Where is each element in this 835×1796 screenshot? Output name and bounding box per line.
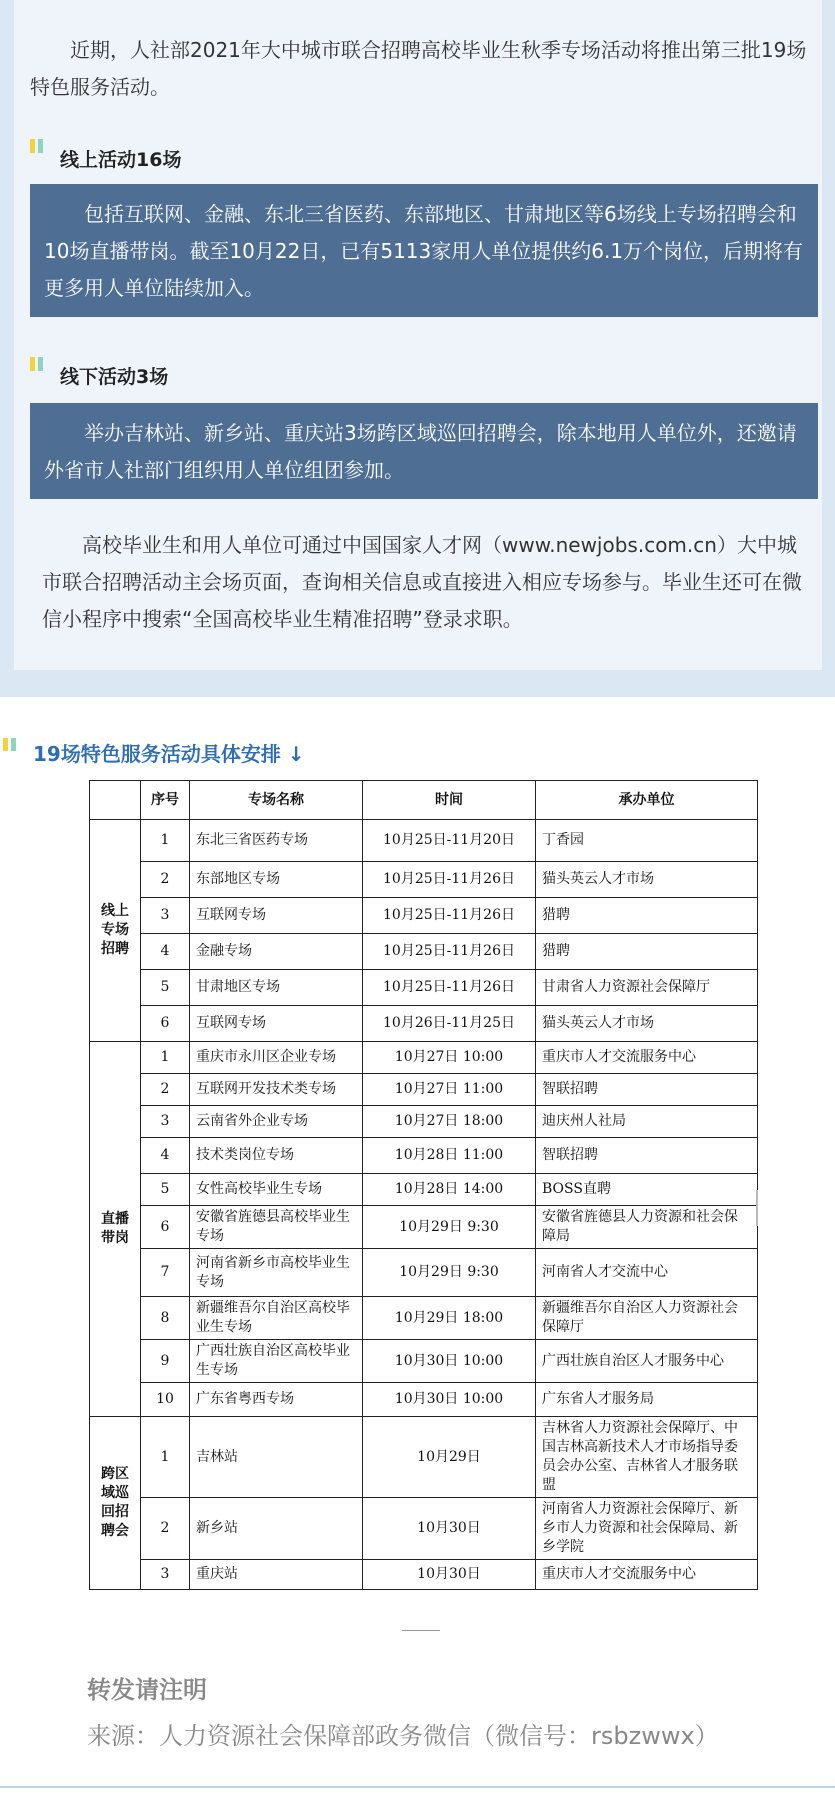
name-cell: 互联网专场 (190, 1006, 363, 1042)
time-cell: 10月25日-11月26日 (363, 862, 536, 898)
time-cell: 10月25日-11月26日 (363, 970, 536, 1006)
schedule-title: 19场特色服务活动具体安排 ↓ (33, 742, 305, 766)
number-cell: 9 (141, 1340, 190, 1383)
table-row (90, 934, 758, 970)
time-cell: 10月29日 18:00 (363, 1297, 536, 1340)
table-row (90, 1417, 758, 1498)
table-row (90, 1138, 758, 1174)
org-cell: 吉林省人力资源社会保障厅、中国吉林高新技术人才市场指导委员会办公室、吉林省人才服务联盟 (536, 1417, 758, 1498)
table-row (90, 1383, 758, 1417)
time-cell: 10月30日 10:00 (363, 1340, 536, 1383)
heading-marker-icon (30, 357, 43, 371)
org-cell: 猎聘 (536, 898, 758, 934)
name-cell: 广西壮族自治区高校毕业生专场 (190, 1340, 363, 1383)
time-cell: 10月29日 9:30 (363, 1249, 536, 1297)
divider (402, 1630, 440, 1631)
number-cell: 8 (141, 1297, 190, 1340)
time-cell: 10月30日 (363, 1498, 536, 1560)
category-cell: 直播带岗 (90, 1042, 141, 1417)
org-cell: 猎聘 (536, 934, 758, 970)
table-row (90, 1297, 758, 1340)
number-cell: 6 (141, 1206, 190, 1249)
category-cell: 跨区域巡回招聘会 (90, 1417, 141, 1590)
number-cell: 1 (141, 820, 190, 862)
org-cell: 河南省人力资源社会保障厅、新乡市人力资源和社会保障局、新乡学院 (536, 1498, 758, 1560)
time-cell: 10月28日 11:00 (363, 1138, 536, 1174)
table-row (90, 1249, 758, 1297)
name-cell: 东北三省医药专场 (190, 820, 363, 862)
table-row (90, 862, 758, 898)
header-category (90, 781, 141, 820)
table-row (90, 1042, 758, 1074)
org-cell: 猫头英云人才市场 (536, 862, 758, 898)
table-row (90, 820, 758, 862)
heading-marker-icon (30, 139, 43, 153)
name-cell: 河南省新乡市高校毕业生专场 (190, 1249, 363, 1297)
table-row (90, 1560, 758, 1590)
time-cell: 10月27日 10:00 (363, 1042, 536, 1074)
name-cell: 吉林站 (190, 1417, 363, 1498)
number-cell: 3 (141, 1106, 190, 1138)
online-description: 包括互联网、金融、东北三省医药、东部地区、甘肃地区等6场线上专场招聘会和10场直播带岗。截至10月22日，已有5113家用人单位提供约6.1万个岗位，后期将有更多用人单位陆续加入。 (44, 202, 804, 300)
intro-paragraph: 近期，人社部2021年大中城市联合招聘高校毕业生秋季专场活动将推出第三批19场特色服务活动。 (30, 38, 807, 99)
name-cell: 金融专场 (190, 934, 363, 970)
name-cell: 新乡站 (190, 1498, 363, 1560)
table-row (90, 1006, 758, 1042)
notice-title: 转发请注明 (87, 1676, 207, 1704)
time-cell: 10月26日-11月25日 (363, 1006, 536, 1042)
time-cell: 10月27日 18:00 (363, 1106, 536, 1138)
offline-description-box (30, 403, 818, 499)
name-cell: 东部地区专场 (190, 862, 363, 898)
schedule-table (89, 780, 758, 1590)
table-row (90, 1106, 758, 1138)
table-row (90, 1498, 758, 1560)
org-cell: 新疆维吾尔自治区人力资源社会保障厅 (536, 1297, 758, 1340)
divider (756, 1190, 758, 1226)
name-cell: 广东省粤西专场 (190, 1383, 363, 1417)
number-cell: 5 (141, 970, 190, 1006)
org-cell: 河南省人才交流中心 (536, 1249, 758, 1297)
number-cell: 2 (141, 1498, 190, 1560)
name-cell: 云南省外企业专场 (190, 1106, 363, 1138)
name-cell: 技术类岗位专场 (190, 1138, 363, 1174)
time-cell: 10月25日-11月20日 (363, 820, 536, 862)
name-cell: 新疆维吾尔自治区高校毕业生专场 (190, 1297, 363, 1340)
number-cell: 10 (141, 1383, 190, 1417)
org-cell: 安徽省旌德县人力资源和社会保障局 (536, 1206, 758, 1249)
table-row (90, 1206, 758, 1249)
table-row (90, 1340, 758, 1383)
number-cell: 1 (141, 1417, 190, 1498)
online-heading: 线上活动16场 (60, 149, 182, 171)
time-cell: 10月29日 9:30 (363, 1206, 536, 1249)
offline-heading: 线下活动3场 (60, 366, 169, 388)
number-cell: 1 (141, 1042, 190, 1074)
number-cell: 7 (141, 1249, 190, 1297)
category-cell: 线上专场招聘 (90, 820, 141, 1042)
number-cell: 5 (141, 1174, 190, 1206)
header-cell: 时间 (363, 781, 536, 820)
org-cell: BOSS直聘 (536, 1174, 758, 1206)
org-cell: 广东省人才服务局 (536, 1383, 758, 1417)
name-cell: 互联网开发技术类专场 (190, 1074, 363, 1106)
name-cell: 重庆站 (190, 1560, 363, 1590)
table-header-row (90, 781, 758, 820)
name-cell: 甘肃地区专场 (190, 970, 363, 1006)
name-cell: 女性高校毕业生专场 (190, 1174, 363, 1206)
number-cell: 4 (141, 1138, 190, 1174)
table-row (90, 898, 758, 934)
table-row (90, 1074, 758, 1106)
section-marker-icon (3, 738, 16, 751)
org-cell: 智联招聘 (536, 1074, 758, 1106)
header-cell: 序号 (141, 781, 190, 820)
org-cell: 丁香园 (536, 820, 758, 862)
name-cell: 安徽省旌德县高校毕业生专场 (190, 1206, 363, 1249)
name-cell: 重庆市永川区企业专场 (190, 1042, 363, 1074)
time-cell: 10月30日 10:00 (363, 1383, 536, 1417)
bottom-divider (0, 1786, 835, 1788)
time-cell: 10月27日 11:00 (363, 1074, 536, 1106)
notice-source: 来源：人力资源社会保障部政务微信（微信号：rsbzwwx） (87, 1722, 719, 1750)
time-cell: 10月28日 14:00 (363, 1174, 536, 1206)
org-cell: 猫头英云人才市场 (536, 1006, 758, 1042)
time-cell: 10月25日-11月26日 (363, 934, 536, 970)
org-cell: 重庆市人才交流服务中心 (536, 1560, 758, 1590)
time-cell: 10月30日 (363, 1560, 536, 1590)
time-cell: 10月29日 (363, 1417, 536, 1498)
name-cell: 互联网专场 (190, 898, 363, 934)
header-cell: 承办单位 (536, 781, 758, 820)
org-cell: 智联招聘 (536, 1138, 758, 1174)
number-cell: 4 (141, 934, 190, 970)
number-cell: 3 (141, 1560, 190, 1590)
number-cell: 2 (141, 1074, 190, 1106)
org-cell: 广西壮族自治区人才服务中心 (536, 1340, 758, 1383)
table-row (90, 970, 758, 1006)
org-cell: 重庆市人才交流服务中心 (536, 1042, 758, 1074)
number-cell: 3 (141, 898, 190, 934)
number-cell: 6 (141, 1006, 190, 1042)
time-cell: 10月25日-11月26日 (363, 898, 536, 934)
header-cell: 专场名称 (190, 781, 363, 820)
table-row (90, 1174, 758, 1206)
online-description-box (30, 184, 818, 317)
number-cell: 2 (141, 862, 190, 898)
org-cell: 迪庆州人社局 (536, 1106, 758, 1138)
closing-paragraph: 高校毕业生和用人单位可通过中国国家人才网（www.newjobs.com.cn）大中城市联合招聘活动主会场页面，查询相关信息或直接进入相应专场参与。毕业生还可在微信小程序中搜索“全国高校毕业生精准招聘”登录求职。 (42, 533, 802, 631)
org-cell: 甘肃省人力资源社会保障厅 (536, 970, 758, 1006)
offline-description: 举办吉林站、新乡站、重庆站3场跨区域巡回招聘会，除本地用人单位外，还邀请外省市人社部门组织用人单位组团参加。 (44, 421, 797, 482)
